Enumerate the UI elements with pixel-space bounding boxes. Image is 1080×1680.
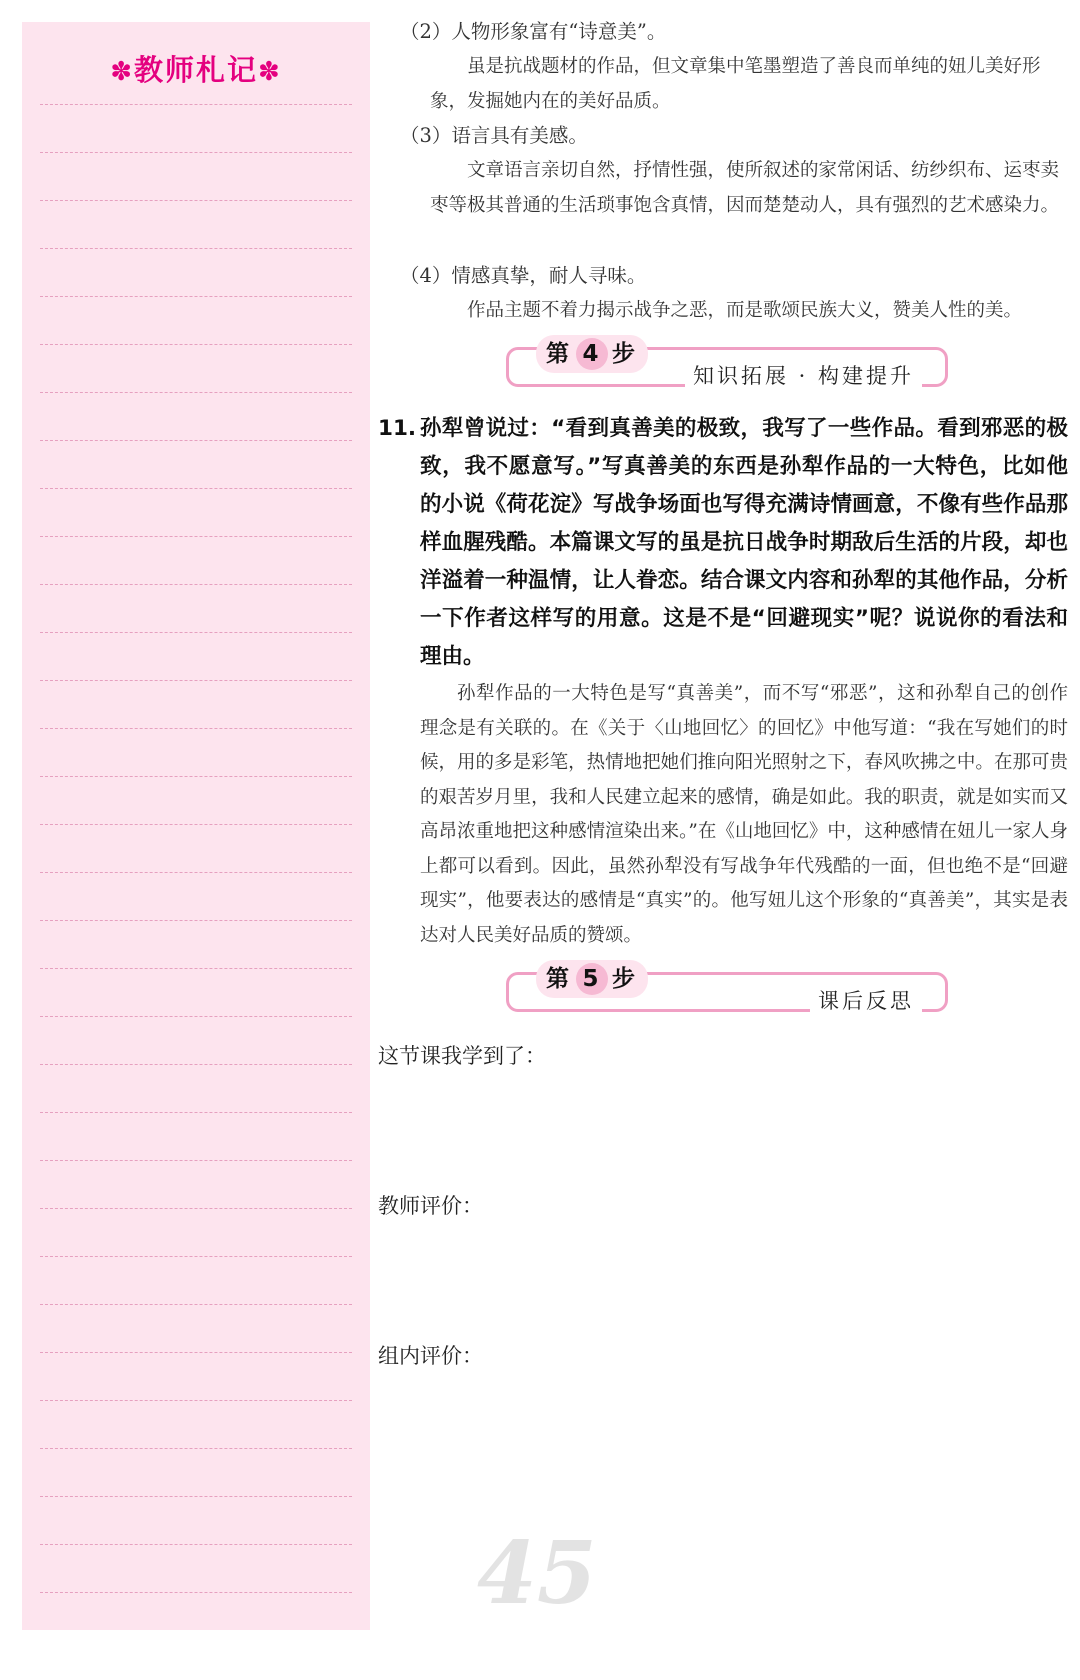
note-line: [40, 1592, 352, 1593]
answer-item-4: [400, 258, 1068, 328]
note-line: [40, 536, 352, 537]
note-line: [40, 872, 352, 873]
note-line: [40, 1544, 352, 1545]
flower-icon: ✽: [110, 57, 134, 87]
group-evaluation-label: 组内评价：: [378, 1344, 483, 1368]
answer-item-3: [400, 118, 1068, 223]
answer-item-3-title: （3）语言具有美感。: [400, 124, 588, 147]
question-text: 孙犁曾说过：“看到真善美的极致，我写了一些作品。看到邪恶的极致，我不愿意写。”写真善美的东西是孙犁作品的一大特色，比如他的小说《荷花淀》写战争场面也写得充满诗情画意，不像有些作品那样血腥残酷。本篇课文写的虽是抗日战争时期敌后生活的片段，却也洋溢着一种温情，让人眷恋。结合课文内容和孙犁的其他作品，分析一下作者这样写的用意。这是不是“回避现实”呢？说说你的看法和理由。: [420, 416, 1068, 669]
note-line: [40, 1400, 352, 1401]
note-line: [40, 1496, 352, 1497]
step-prefix: 第: [546, 966, 572, 992]
note-line: [40, 152, 352, 153]
note-line: [40, 296, 352, 297]
note-line: [40, 200, 352, 201]
step-prefix: 第: [546, 341, 572, 367]
answer-item-4-text: 作品主题不着力揭示战争之恶，而是歌颂民族大义，赞美人性的美。: [467, 300, 1023, 321]
note-line: [40, 488, 352, 489]
note-line: [40, 344, 352, 345]
note-line: [40, 1064, 352, 1065]
question-number: 11.: [378, 416, 417, 441]
answer-item-3-text: 文章语言亲切自然，抒情性强，使所叙述的家常闲话、纺纱织布、运枣卖枣等极其普通的生活琐事饱含真情，因而楚楚动人，具有强烈的艺术感染力。: [430, 160, 1060, 216]
note-line: [40, 1304, 352, 1305]
answer-item-2: [400, 14, 1068, 119]
step-number: 5: [576, 963, 608, 995]
note-line: [40, 776, 352, 777]
sidebar-title: [22, 48, 370, 89]
note-line: [40, 824, 352, 825]
note-line: [40, 1256, 352, 1257]
step-number: 4: [576, 338, 608, 370]
step-5-label: [536, 960, 648, 998]
note-line: [40, 1112, 352, 1113]
note-line: [40, 1016, 352, 1017]
question-11: [378, 410, 1068, 676]
step-5-header: [506, 960, 948, 1012]
note-line: [40, 104, 352, 105]
note-line: [40, 440, 352, 441]
flower-icon: ✽: [258, 57, 282, 87]
step-4-label: [536, 335, 648, 373]
step-5-subtitle: 课后反思: [810, 988, 922, 1014]
page-number: 45: [477, 1523, 597, 1624]
sidebar-title-text: 教师札记: [133, 53, 258, 87]
answer-item-4-title: （4）情感真挚，耐人寻味。: [400, 264, 647, 287]
question-11-answer: 孙犁作品的一大特色是写“真善美”，而不写“邪恶”，这和孙犁自己的创作理念是有关联的。在《关于〈山地回忆〉的回忆》中他写道：“我在写她们的时候，用的多是彩笔，热情地把她们推向阳光照射之下，春风吹拂之中。在那可贵的艰苦岁月里，我和人民建立起来的感情，确是如此。我的职责，就是如实而又高昂浓重地把这种感情渲染出来。”在《山地回忆》中，这种感情在妞儿一家人身上都可以看到。因此，虽然孙犁没有写战争年代残酷的一面，但也绝不是“回避现实”，他要表达的感情是“真实”的。他写妞儿这个形象的“真善美”，其实是表达对人民美好品质的赞颂。: [420, 683, 1068, 946]
step-4-subtitle: 知识拓展 · 构建提升: [685, 363, 922, 389]
note-line: [40, 728, 352, 729]
note-line: [40, 632, 352, 633]
note-line: [40, 1160, 352, 1161]
answer-item-2-text: 虽是抗战题材的作品，但文章集中笔墨塑造了善良而单纯的妞儿美好形象，发掘她内在的美好品质。: [430, 56, 1041, 112]
note-line: [40, 1448, 352, 1449]
step-suffix: 步: [612, 966, 638, 992]
answer-item-2-title: （2）人物形象富有“诗意美”。: [400, 20, 667, 43]
note-line: [40, 584, 352, 585]
note-line: [40, 248, 352, 249]
teacher-notes-sidebar: [22, 22, 370, 1630]
note-line: [40, 968, 352, 969]
teacher-evaluation-label: 教师评价：: [378, 1194, 483, 1218]
note-line: [40, 920, 352, 921]
step-4-header: [506, 335, 948, 387]
note-line: [40, 1208, 352, 1209]
step-suffix: 步: [612, 341, 638, 367]
note-line: [40, 1352, 352, 1353]
note-line: [40, 392, 352, 393]
main-content: [378, 0, 1068, 1680]
learned-label: 这节课我学到了：: [378, 1044, 546, 1068]
note-line: [40, 680, 352, 681]
